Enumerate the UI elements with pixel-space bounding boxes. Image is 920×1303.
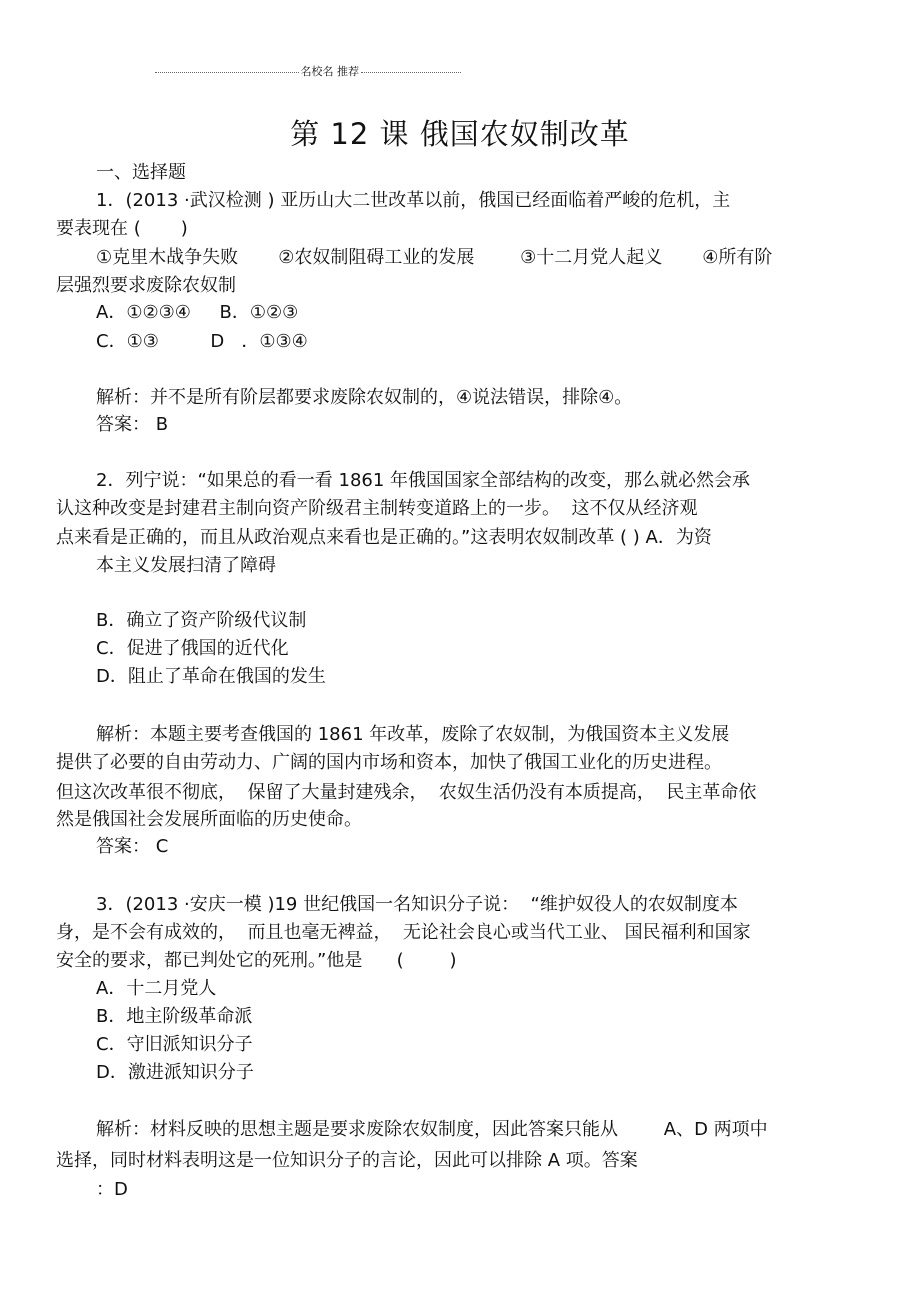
q3-option-line: D．激进派知识分子 [96, 1062, 254, 1083]
q2-stem-line: 认这种改变是封建君主制向资产阶级君主制转变道路上的一步。 这不仅从经济观 [56, 498, 698, 519]
q2-option-line: C．促进了俄国的近代化 [96, 638, 289, 659]
q3-stem-line: 3．(2013 ·安庆一模 )19 世纪俄国一名知识分子说： “维护奴役人的农奴制度本 [96, 894, 738, 915]
q1-stem-line: 1．(2013 ·武汉检测 ) 亚历山大二世改革以前，俄国已经面临着严峻的危机，主 [96, 190, 731, 211]
q3-analysis-line: 解析：材料反映的思想主题是要求废除农奴制度，因此答案只能从 A、D 两项中 [96, 1119, 768, 1140]
q2-option-line: B．确立了资产阶级代议制 [96, 610, 307, 631]
header-text: 名校名 推荐 [300, 65, 359, 78]
q1-stem-line: 要表现在 ( ) [56, 218, 188, 239]
q3-analysis-line: 选择，同时材料表明这是一位知识分子的言论，因此可以排除 A 项。答案 [56, 1150, 638, 1171]
q3-option-line: C．守旧派知识分子 [96, 1034, 253, 1055]
q2-analysis-line: 但这次改革很不彻底， 保留了大量封建残余， 农奴生活仍没有本质提高， 民主革命依 [56, 782, 757, 803]
q3-analysis-line: ：D [96, 1179, 128, 1200]
q3-stem-line: 安全的要求，都已判处它的死刑。”他是 ( ) [56, 950, 457, 971]
q1-stem-line: ①克里木战争失败 ②农奴制阻碍工业的发展 ③十二月党人起义 ④所有阶 [96, 247, 773, 268]
header-rule-right [361, 72, 461, 73]
q1-stem-line: 层强烈要求废除农奴制 [56, 275, 236, 296]
q2-stem-line: 点来看是正确的，而且从政治观点来看也是正确的。”这表明农奴制改革 ( ) A．为资 [56, 527, 712, 548]
q2-analysis-line: 然是俄国社会发展所面临的历史使命。 [56, 809, 362, 830]
page-title: 第 12 课 俄国农奴制改革 [290, 117, 630, 151]
header-rule-left [155, 72, 299, 73]
q1-option-line: A．①②③④ B．①②③ [96, 302, 299, 323]
q1-option-line: C．①③ D ．①③④ [96, 331, 308, 352]
q2-stem-line: 2．列宁说：“如果总的看一看 1861 年俄国国家全部结构的改变，那么就必然会承 [96, 470, 751, 491]
q1-analysis-line: 解析：并不是所有阶层都要求废除农奴制的，④说法错误，排除④。 [96, 387, 633, 408]
q2-analysis-line: 提供了必要的自由劳动力、广阔的国内市场和资本，加快了俄国工业化的历史进程。 [56, 752, 722, 773]
q3-option-line: B．地主阶级革命派 [96, 1006, 253, 1027]
q2-answer: 答案： C [96, 836, 169, 857]
page-header [155, 64, 461, 80]
q2-option-line: D．阻止了革命在俄国的发生 [96, 666, 326, 687]
q1-answer: 答案： B [96, 414, 169, 435]
q3-option-line: A．十二月党人 [96, 978, 217, 999]
q2-stem-line: 本主义发展扫清了障碍 [96, 555, 276, 576]
q3-stem-line: 身，是不会有成效的， 而且也毫无裨益， 无论社会良心或当代工业、 国民福利和国家 [56, 922, 751, 943]
section-heading: 一、选择题 [96, 162, 186, 183]
q2-analysis-line: 解析：本题主要考查俄国的 1861 年改革，废除了农奴制，为俄国资本主义发展 [96, 724, 730, 745]
